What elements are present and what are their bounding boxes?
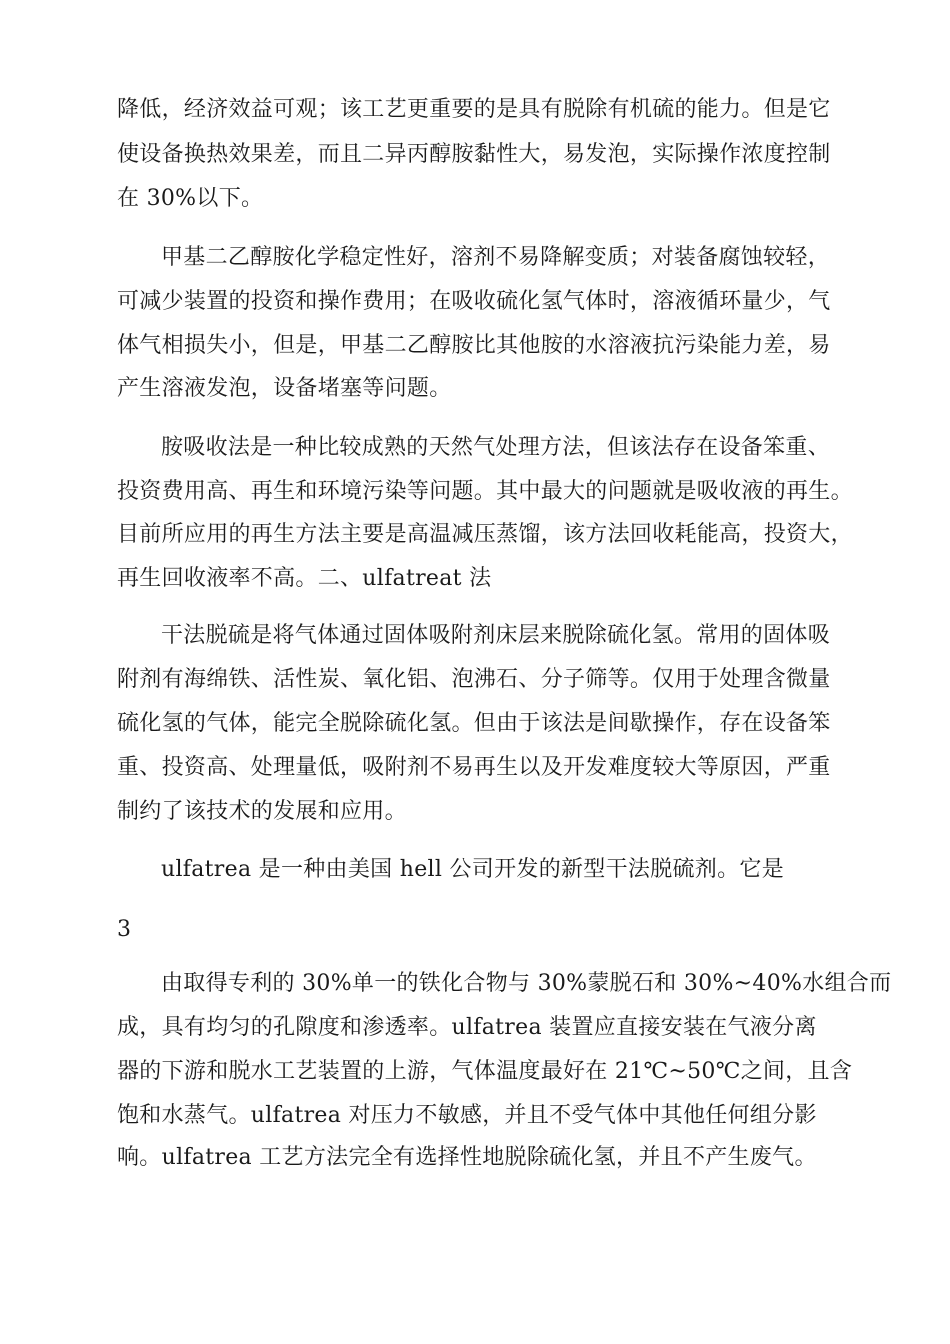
paragraph-5-line-1: ulfatrea 是一种由美国 hell 公司开发的新型干法脱硫剂。它是 <box>161 857 784 882</box>
paragraph-1-line-2: 使设备换热效果差，而且二异丙醇胺黏性大，易发泡，实际操作浓度控制 <box>117 142 831 167</box>
paragraph-4-line-1: 干法脱硫是将气体通过固体吸附剂床层来脱除硫化氢。常用的固体吸 <box>161 623 831 648</box>
paragraph-4-line-4: 重、投资高、处理量低，吸附剂不易再生以及开发难度较大等原因，严重 <box>117 755 831 780</box>
paragraph-2-line-4: 产生溶液发泡，设备堵塞等问题。 <box>117 376 452 401</box>
paragraph-4-line-5: 制约了该技术的发展和应用。 <box>117 799 407 824</box>
paragraph-6-line-3: 器的下游和脱水工艺装置的上游，气体温度最好在 21℃~50℃之间，且含 <box>117 1059 853 1084</box>
paragraph-1-line-3: 在 30%以下。 <box>117 186 264 211</box>
paragraph-6-line-2: 成，具有均匀的孔隙度和渗透率。ulfatrea 装置应直接安装在气液分离 <box>117 1015 817 1040</box>
paragraph-3-line-3: 目前所应用的再生方法主要是高温减压蒸馏，该方法回收耗能高，投资大， <box>117 522 853 547</box>
paragraph-3-line-4: 再生回收液率不高。二、ulfatreat 法 <box>117 566 492 591</box>
paragraph-6-line-4: 饱和水蒸气。ulfatrea 对压力不敏感，并且不受气体中其他任何组分影 <box>117 1103 817 1128</box>
paragraph-4-line-2: 附剂有海绵铁、活性炭、氧化铝、泡沸石、分子筛等。仅用于处理含微量 <box>117 667 831 692</box>
page-number: 3 <box>117 917 131 942</box>
paragraph-3-line-1: 胺吸收法是一种比较成熟的天然气处理方法，但该法存在设备笨重、 <box>161 435 831 460</box>
paragraph-4-line-3: 硫化氢的气体，能完全脱除硫化氢。但由于该法是间歇操作，存在设备笨 <box>117 711 831 736</box>
paragraph-6-line-5: 响。ulfatrea 工艺方法完全有选择性地脱除硫化氢，并且不产生废气。 <box>117 1145 817 1170</box>
paragraph-1-line-1: 降低，经济效益可观；该工艺更重要的是具有脱除有机硫的能力。但是它 <box>117 97 831 122</box>
paragraph-6-line-1: 由取得专利的 30%单一的铁化合物与 30%蒙脱石和 30%~40%水组合而 <box>161 971 892 996</box>
paragraph-3-line-2: 投资费用高、再生和环境污染等问题。其中最大的问题就是吸收液的再生。 <box>117 479 853 504</box>
paragraph-2-line-1: 甲基二乙醇胺化学稳定性好，溶剂不易降解变质；对装备腐蚀较轻， <box>161 245 831 270</box>
paragraph-2-line-3: 体气相损失小，但是，甲基二乙醇胺比其他胺的水溶液抗污染能力差，易 <box>117 333 831 358</box>
paragraph-2-line-2: 可减少装置的投资和操作费用；在吸收硫化氢气体时，溶液循环量少，气 <box>117 289 831 314</box>
